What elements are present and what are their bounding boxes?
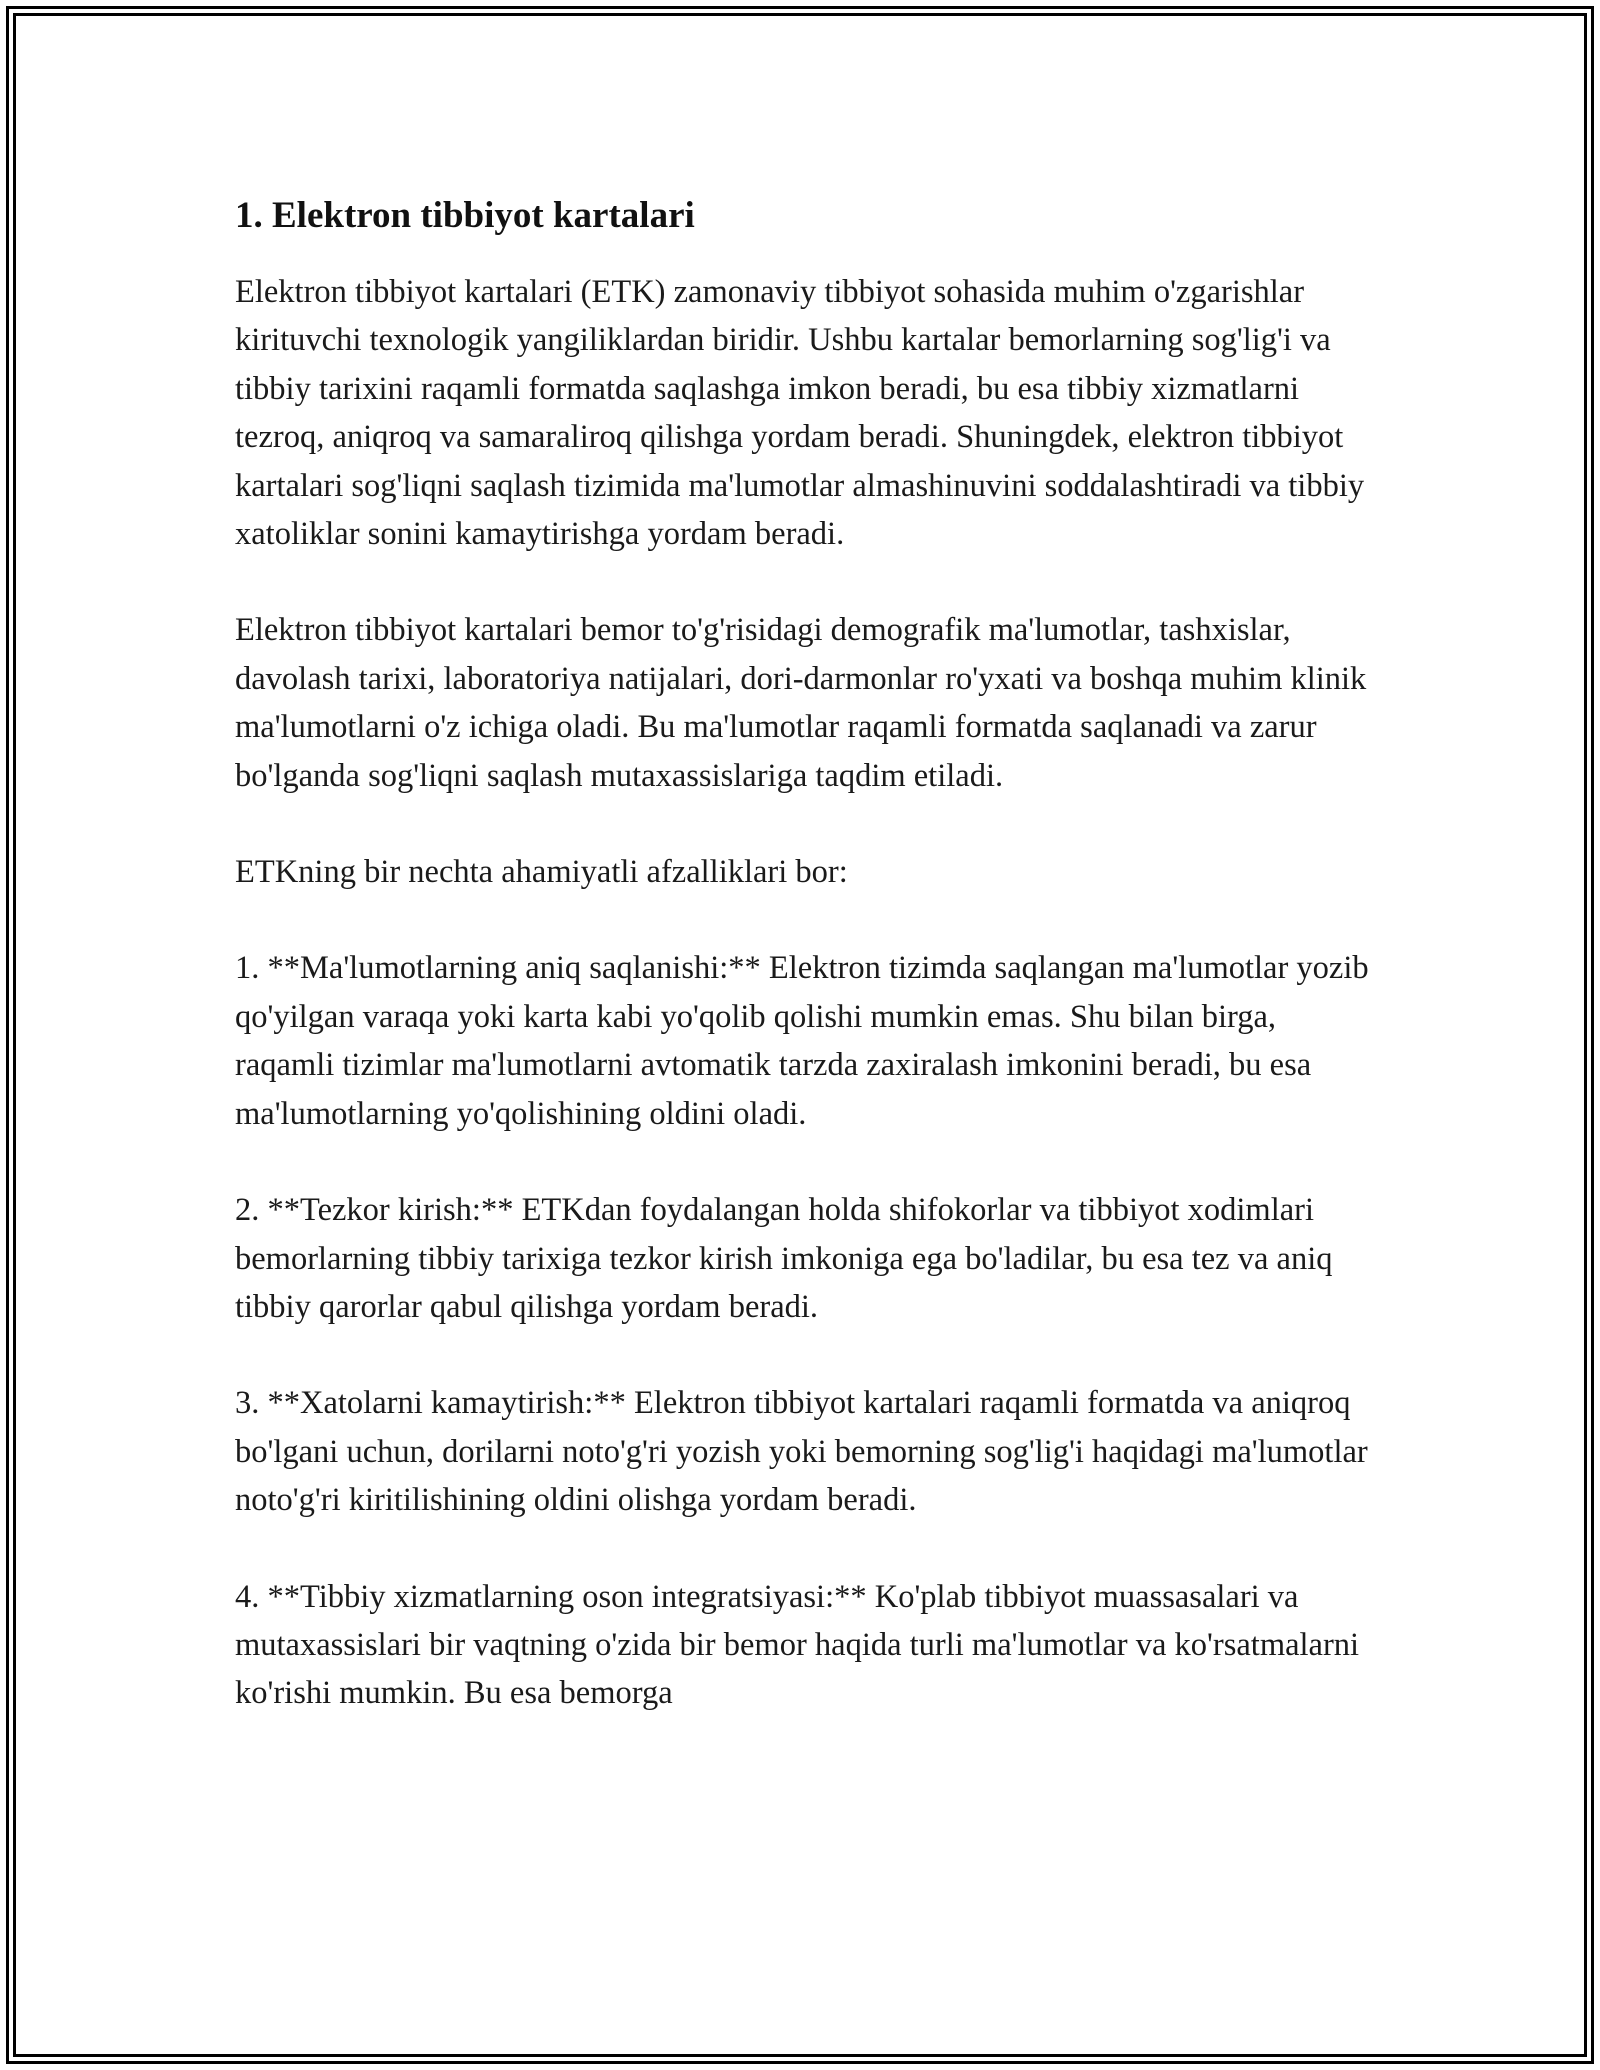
list-item-integration: 4. **Tibbiy xizmatlarning oson integratsiyasi:** Ko'plab tibbiyot muassasalari va mutaxassislari bir vaqtning o'zida bir bemor haqida turli ma'lumotlar va ko'rsatmalarni ko'rishi mumkin. Bu esa bemorga: [235, 1578, 1360, 1712]
list-item-error-reduction: 3. **Xatolarni kamaytirish:** Elektron tibbiyot kartalari raqamli formatda va aniqroq bo'lgani uchun, dorilarni noto'g'ri yozish yoki bemorning sog'lig'i haqidagi ma'lumotlar noto'g'ri kiritilishining oldini olishga yordam beradi.: [235, 1385, 1368, 1519]
section-title: 1. Elektron tibbiyot kartalari: [235, 195, 695, 236]
paragraph-advantages-intro: ETKning bir nechta ahamiyatli afzalliklari bor:: [235, 854, 848, 891]
paragraph-intro: Elektron tibbiyot kartalari (ETK) zamonaviy tibbiyot sohasida muhim o'zgarishlar kirituvchi texnologik yangiliklardan biridir. Ushbu kartalar bemorlarning sog'lig'i va tibbiy tarixini raqamli formatda saqlashga imkon beradi, bu esa tibbiy xizmatlarni tezroq, aniqroq va samaraliroq qilishga yordam beradi. Shuningdek, elektron tibbiyot kartalari sog'liqni saqlash tizimida ma'lumotlar almashinuvini soddalashtiradi va tibbiy xatoliklar sonini kamaytirishga yordam beradi.: [235, 274, 1365, 553]
document-body: [235, 190, 1375, 1766]
list-item-data-storage: 1. **Ma'lumotlarning aniq saqlanishi:** Elektron tizimda saqlangan ma'lumotlar yozib qo'yilgan varaqa yoki karta kabi yo'qolib qolishi mumkin emas. Shu bilan birga, raqamli tizimlar ma'lumotlarni avtomatik tarzda zaxiralash imkonini beradi, bu esa ma'lumotlarning yo'qolishining oldini oladi.: [235, 950, 1369, 1132]
paragraph-contents: Elektron tibbiyot kartalari bemor to'g'risidagi demografik ma'lumotlar, tashxislar, davolash tarixi, laboratoriya natijalari, dori-darmonlar ro'yxati va boshqa muhim klinik ma'lumotlarni o'z ichiga oladi. Bu ma'lumotlar raqamli formatda saqlanadi va zarur bo'lganda sog'liqni saqlash mutaxassislariga taqdim etiladi.: [235, 612, 1367, 794]
list-item-quick-access: 2. **Tezkor kirish:** ETKdan foydalangan holda shifokorlar va tibbiyot xodimlari bemorlarning tibbiy tarixiga tezkor kirish imkoniga ega bo'ladilar, bu esa tez va aniq tibbiy qarorlar qabul qilishga yordam beradi.: [235, 1192, 1333, 1325]
